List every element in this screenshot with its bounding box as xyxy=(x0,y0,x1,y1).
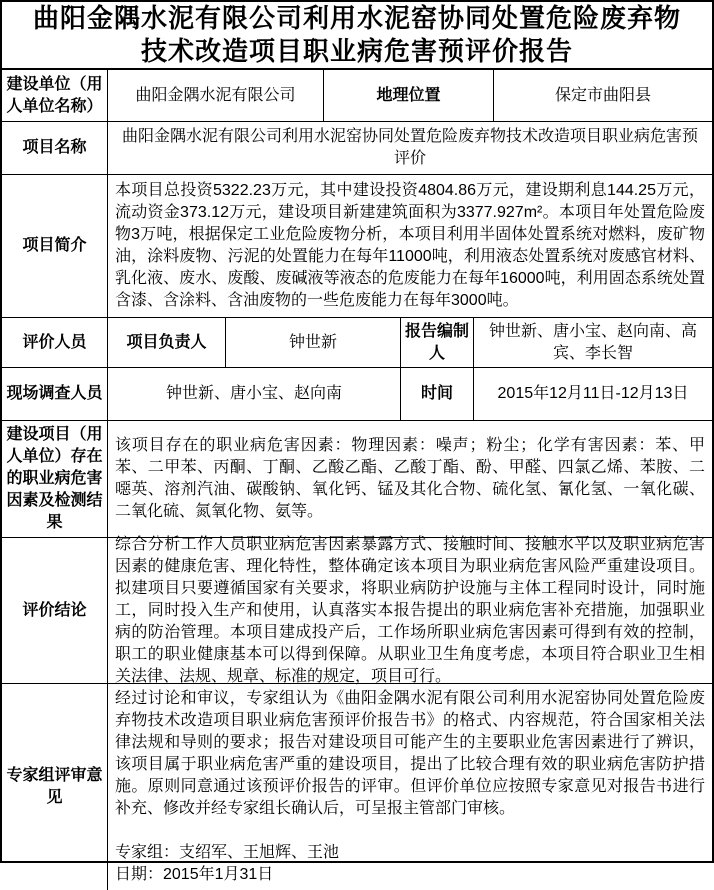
geo-location-label: 地理位置 xyxy=(324,70,494,121)
row-hazard-factors xyxy=(2,421,712,538)
project-brief-label: 项目简介 xyxy=(2,175,108,317)
row-evaluators xyxy=(2,318,712,368)
survey-time-value: 2015年12月11日-12月13日 xyxy=(497,385,689,402)
expert-review-spacer xyxy=(115,820,705,842)
project-brief-value xyxy=(108,175,712,317)
row-expert-review xyxy=(2,684,712,890)
expert-review-text: 经过讨论和审议，专家组认为《曲阳金隅水泥有限公司利用水泥窑协同处置危险废弃物技术改造项目职业病危害预评价报告书》的格式、内容规范，符合国家相关法律法规和导则的要求；报告对建设项目可能产生的主要职业危害因素进行了辨识，该项目属于职业病危害严重的建设项目，提出了比较合理有效的职业病危害防护措施。原则同意通过该预评价报告的评审。但评价单位应按照专家意见对报告书进行补充、修改并经专家组长确认后，可呈报主管部门审核。 xyxy=(115,690,705,817)
expert-review-label: 专家组评审意见 xyxy=(2,684,108,890)
report-title-line1: 曲阳金隅水泥有限公司利用水泥窑协同处置危险废弃物 xyxy=(32,3,681,33)
hazard-factors-label: 建设项目（用人单位）存在的职业病危害因素及检测结果 xyxy=(2,421,108,537)
row-construction-unit xyxy=(2,70,712,122)
expert-team: 专家组：支绍军、王旭辉、王池 xyxy=(115,844,340,861)
evaluation-conclusion-text: 综合分析工作人员职业病危害因素暴露方式、接触时间、接触水平以及职业病危害因素的健康危害、理化特性，整体确定该本项目为职业病危害风险严重建设项目。拟建项目只要遵循国家有关要求，将职业病防护设施与主体工程同时设计，同时施工，同时投入生产和使用，认真落实本报告提出的职业病危害补充措施，加强职业病的防治管理。本项目建成投产后，工作场所职业病危害因素可得到有效的控制，职工的职业健康基本可以得到保障。从职业卫生角度考虑，本项目符合职业卫生相关法律、法规、规章、标准的规定，项目可行。 xyxy=(115,535,705,685)
evaluation-conclusion-label: 评价结论 xyxy=(2,538,108,683)
report-title-line2: 技术改造项目职业病危害预评价报告 xyxy=(140,36,573,66)
expert-review-value xyxy=(108,684,712,890)
project-brief-text: 本项目总投资5322.23万元，其中建设投资4804.86万元，建设期利息144.25万元，流动资金373.12万元，建设项目新建建筑面积为3377.927m²。本项目年处置危险废物3万吨，根据保定工业危险废物分析，本项目利用半固体处置系统对燃料，废矿物油，涂料废物、污泥的处置能力在每年11000吨，利用液态处置系统对废感官材料、乳化液、废水、废酸、废碱液等液态的危废能力在每年16000吨，利用固态系统处置含漆、含涂料、含油废物的一些危废能力在每年3000吨。 xyxy=(115,182,705,309)
report-editor-value: 钟世新、唐小宝、赵向南、高宾、李长智 xyxy=(488,322,697,362)
row-evaluation-conclusion xyxy=(2,535,712,685)
row-project-name xyxy=(2,122,712,175)
survey-time-label: 时间 xyxy=(401,368,474,420)
project-leader-value: 钟世新 xyxy=(226,318,401,367)
hazard-factors-value xyxy=(108,421,712,537)
site-survey-label: 现场调查人员 xyxy=(2,368,108,420)
project-name-value: 曲阳金隅水泥有限公司利用水泥窑协同处置危险废弃物技术改造项目职业病危害预评价 xyxy=(121,128,698,167)
report-title xyxy=(2,2,712,70)
evaluation-conclusion-value xyxy=(108,535,712,685)
hazard-factors-text: 该项目存在的职业病危害因素：物理因素：噪声；粉尘；化学有害因素：苯、甲苯、二甲苯、丙酮、丁酮、乙酸乙酯、乙酸丁酯、酚、甲醛、四氯乙烯、苯胺、二噁英、溶剂汽油、碳酸钠、氧化钙、锰及其化合物、硫化氢、氰化氢、一氧化碳、二氧化硫、氮氧化物、氨等。 xyxy=(115,437,705,520)
geo-location-value: 保定市曲阳县 xyxy=(554,86,651,104)
site-survey-people: 钟世新、唐小宝、赵向南 xyxy=(108,368,401,420)
project-leader-label: 项目负责人 xyxy=(108,318,226,367)
row-site-survey xyxy=(2,368,712,421)
row-project-brief xyxy=(2,175,712,318)
evaluators-label: 评价人员 xyxy=(2,318,108,367)
project-name-label: 项目名称 xyxy=(2,122,108,174)
report-editor-label: 报告编制人 xyxy=(401,318,474,367)
expert-date: 日期：2015年1月31日 xyxy=(115,866,274,883)
construction-unit-label: 建设单位（用人单位名称） xyxy=(2,70,108,121)
construction-unit-value: 曲阳金隅水泥有限公司 xyxy=(108,70,324,121)
